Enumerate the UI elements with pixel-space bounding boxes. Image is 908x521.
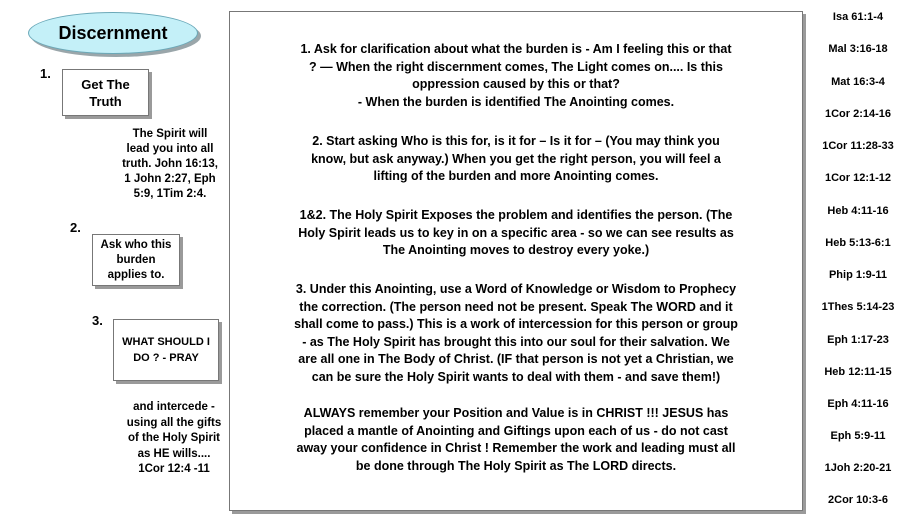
reference: Mat 16:3-4: [831, 76, 885, 88]
paragraph-line: the correction. (The person need not be present. Speak The WORD and it: [299, 299, 733, 314]
reference: Eph 4:11-16: [827, 398, 889, 410]
reference: 1Cor 2:14-16: [824, 108, 892, 120]
reference: Phip 1:9-11: [828, 269, 888, 281]
reference: Eph 1:17-23: [827, 334, 889, 346]
paragraph-line: ? — When the right discernment comes, The Light comes on.... Is this: [309, 59, 723, 74]
reference: Heb 12:11-15: [824, 366, 892, 378]
paragraph-line: The Anointing moves to destroy every yoke.): [382, 243, 650, 257]
reference: 1Cor 12:1-12: [824, 172, 892, 184]
paragraph-line: can be sure the Holy Spirit wants to deal with them - and save them!): [311, 369, 721, 384]
step-2-label: Ask who this burden applies to.: [100, 238, 172, 281]
paragraph-line: 1&2. The Holy Spirit Exposes the problem and identifies the person. (The: [299, 208, 733, 222]
reference: 1Cor 11:28-33: [822, 140, 894, 152]
reference: Heb 4:11-16: [827, 205, 889, 217]
step-1-box: [62, 69, 149, 116]
paragraph-2: [230, 133, 802, 186]
page-title: Discernment: [58, 22, 168, 43]
truth-note: The Spirit will lead you into all truth. John 16:13, 1 John 2:27, Eph 5:9, 1Tim 2:4.: [122, 128, 218, 200]
paragraph-line: away your confidence in Christ ! Remember the work and leading must all: [296, 441, 736, 455]
reference: Isa 61:1-4: [832, 11, 884, 23]
paragraph-line: placed a mantle of Anointing and Giftings upon each of us - do not cast: [304, 423, 728, 438]
paragraph-4: [230, 281, 802, 386]
paragraph-line: are all one in The Body of Christ. (IF that person is not yet a Christian, we: [298, 352, 734, 366]
reference: 1Joh 2:20-21: [824, 462, 892, 474]
paragraph-line: know, but ask anyway.) When you get the right person, you will feel a: [311, 151, 721, 166]
paragraph-5: [230, 405, 802, 475]
title-oval: [28, 12, 198, 54]
step-1-label: Get The Truth: [81, 76, 130, 109]
paragraph-line: Holy Spirit leads us to key in on a specific area - so we can see results as: [298, 225, 734, 240]
step-1-number: 1.: [40, 66, 51, 81]
step-3-box: [113, 319, 219, 381]
paragraph-line: lifting of the burden and more Anointing comes.: [373, 169, 659, 183]
paragraph-line: 1. Ask for clarification about what the burden is - Am I feeling this or that: [300, 42, 732, 56]
paragraph-line: 2. Start asking Who is this for, is it for – Is it for – (You may think you: [312, 134, 720, 148]
paragraph-3: [230, 207, 802, 260]
paragraph-line: - When the burden is identified The Anointing comes.: [357, 94, 675, 109]
paragraph-line: 3. Under this Anointing, use a Word of Knowledge or Wisdom to Prophecy: [295, 282, 737, 296]
intercede-note: and intercede - using all the gifts of the Holy Spirit as HE wills.... 1Cor 12:4 -11: [126, 401, 222, 475]
paragraph-line: be done through The Holy Spirit as The LORD directs.: [355, 458, 677, 473]
paragraph-line: shall come to pass.) This is a work of intercession for this person or group: [294, 317, 738, 331]
reference: Eph 5:9-11: [830, 430, 886, 442]
reference: 2Cor 10:3-6: [828, 494, 888, 506]
step-2-number: 2.: [70, 220, 81, 235]
paragraph-line: ALWAYS remember your Position and Value is in CHRIST !!! JESUS has: [303, 406, 729, 420]
step-3-label: WHAT SHOULD I DO ? - PRAY: [122, 336, 210, 364]
step-2-box: [92, 234, 180, 286]
main-text-box: [229, 11, 803, 511]
reference: 1Thes 5:14-23: [821, 301, 895, 313]
paragraph-line: - as The Holy Spirit has brought this into our soul for their salvation. We: [302, 334, 730, 349]
reference: Mal 3:16-18: [828, 43, 888, 55]
paragraph-1: [230, 41, 802, 111]
step-3-number: 3.: [92, 313, 103, 328]
reference: Heb 5:13-6:1: [825, 237, 891, 249]
paragraph-line: oppression caused by this or that?: [412, 77, 620, 91]
